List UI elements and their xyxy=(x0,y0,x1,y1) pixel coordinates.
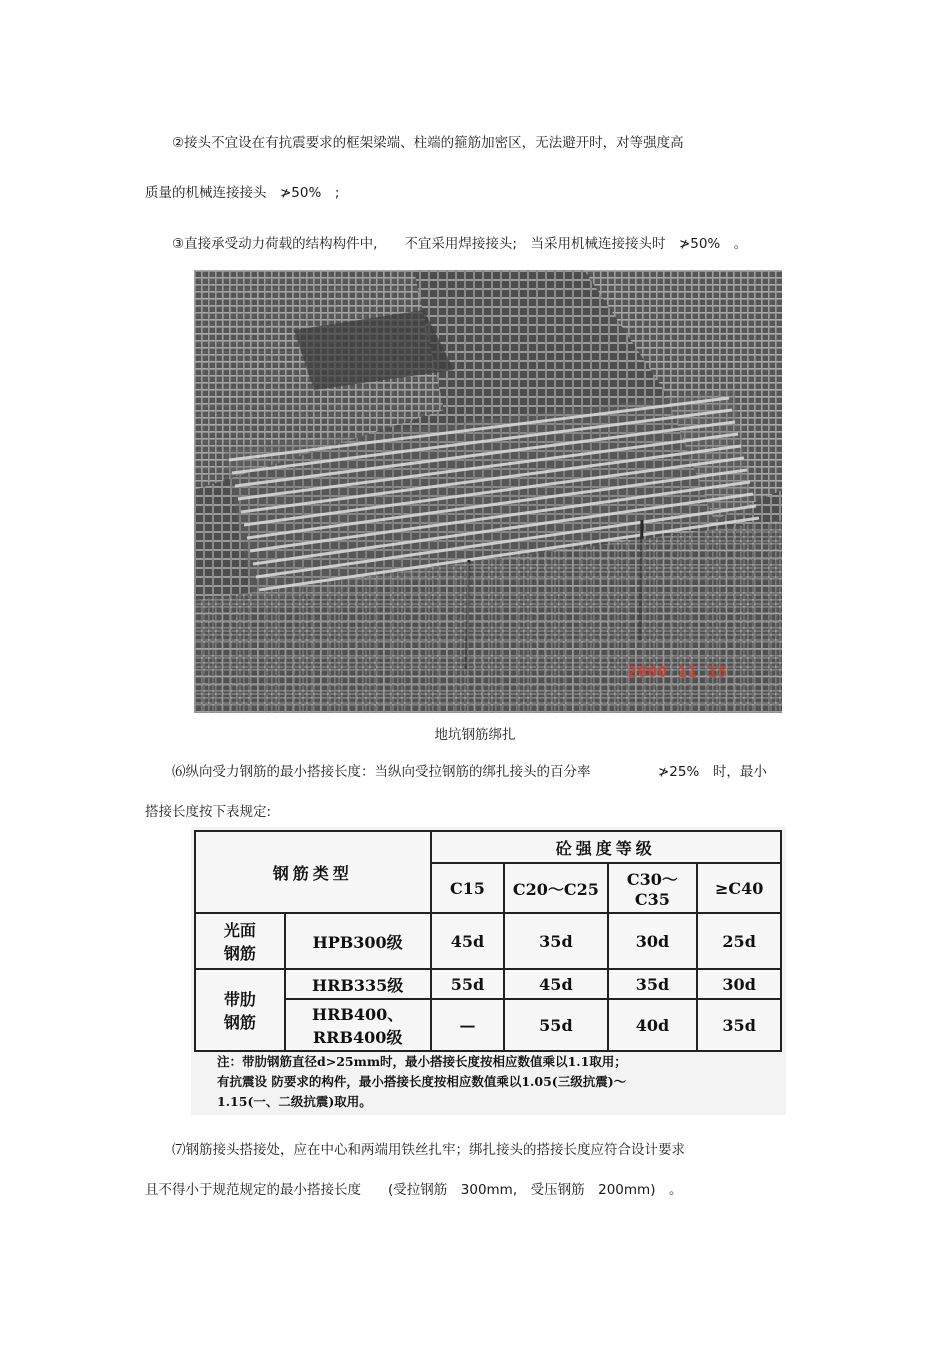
cell-value: 25d xyxy=(697,913,781,969)
row-type: HPB300级 xyxy=(285,913,431,969)
paragraph-joint-location: ②接头不宜设在有抗震要求的框架梁端、柱端的箍筋加密区，无法避开时，对等强度高 xyxy=(172,135,684,151)
cell-value: 45d xyxy=(504,969,607,999)
grade-c30-c35: C30～C35 xyxy=(608,863,698,913)
paragraph-mechanical-joint: 质量的机械连接接头 ≯50% ; xyxy=(145,185,340,201)
rebar-pit-photo xyxy=(194,270,782,713)
table-note: 注：带肋钢筋直径d>25mm时，最小搭接长度按相应数值乘以1.1取用； 有抗震设 防要求的构件，最小搭接长度按相应数值乘以1.05(三级抗震)～ 1.15(一、二级抗震)取用。 xyxy=(217,1054,627,1109)
date-stamp: 2000 11 15 xyxy=(627,663,728,681)
cell-value: 55d xyxy=(504,999,607,1051)
cell-value: 35d xyxy=(697,999,781,1051)
cell-value: — xyxy=(431,999,505,1051)
row-type: HRB335级 xyxy=(285,969,431,999)
paragraph-min-lap-length: ⑹纵向受力钢筋的最小搭接长度：当纵向受拉钢筋的绑扎接头的百分率 ≯25% 时，最小 xyxy=(172,764,767,780)
cell-value: 30d xyxy=(608,913,698,969)
paragraph-table-intro: 搭接长度按下表规定: xyxy=(145,804,272,820)
cell-value: 45d xyxy=(431,913,505,969)
lap-length-table-image xyxy=(191,827,786,1115)
group-ribbed-rebar: 带肋钢筋 xyxy=(195,969,285,1051)
row-type: HRB400、RRB400级 xyxy=(285,999,431,1051)
photo-caption: 地坑钢筋绑扎 xyxy=(434,727,516,743)
cell-value: 35d xyxy=(504,913,607,969)
grade-c15: C15 xyxy=(431,863,505,913)
paragraph-min-lap-requirement: 且不得小于规范规定的最小搭接长度 (受拉钢筋 300mm, 受压钢筋 200mm) 。 xyxy=(145,1182,683,1198)
cell-value: 30d xyxy=(697,969,781,999)
grade-c20-c25: C20～C25 xyxy=(504,863,607,913)
header-concrete-grade: 砼强度等级 xyxy=(431,831,781,863)
cell-value: 40d xyxy=(608,999,698,1051)
paragraph-tie-joints: ⑺钢筋接头搭接处，应在中心和两端用铁丝扎牢；绑扎接头的搭接长度应符合设计要求 xyxy=(172,1142,685,1158)
cell-value: 55d xyxy=(431,969,505,999)
lap-length-table xyxy=(194,830,782,1052)
grade-c40-plus: ≥C40 xyxy=(697,863,781,913)
header-rebar-type: 钢筋类型 xyxy=(195,831,431,913)
group-plain-rebar: 光面钢筋 xyxy=(195,913,285,969)
cell-value: 35d xyxy=(608,969,698,999)
paragraph-dynamic-load: ③直接承受动力荷载的结构构件中, 不宜采用焊接接头; 当采用机械连接接头时 ≯50% 。 xyxy=(172,236,748,252)
